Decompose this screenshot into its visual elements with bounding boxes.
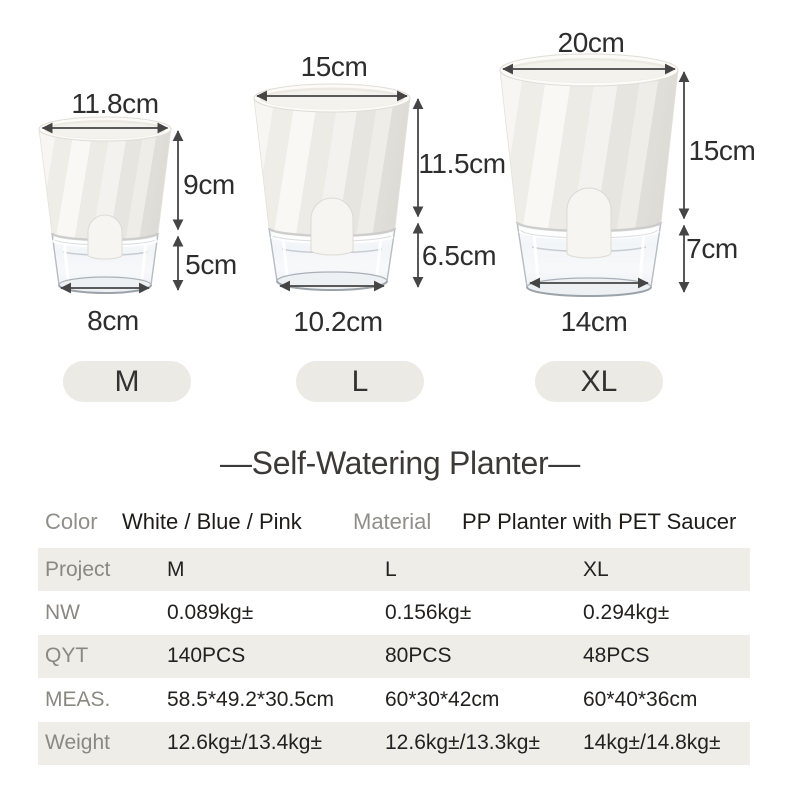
cell-l: 80PCS xyxy=(385,644,452,668)
row-label: QYT xyxy=(45,644,89,668)
table-row-meas xyxy=(38,678,750,721)
row-label: MEAS. xyxy=(45,687,111,711)
dim-label-m-top-diameter: 11.8cm xyxy=(71,88,159,119)
cell-m: 12.6kg±/13.4kg± xyxy=(167,731,322,755)
dim-label-l-base-diameter: 10.2cm xyxy=(293,306,383,337)
cell-m: 58.5*49.2*30.5cm xyxy=(167,687,334,711)
dim-label-xl-base-diameter: 14cm xyxy=(560,306,628,337)
row-label: Weight xyxy=(45,731,110,755)
dim-label-l-upper-height: 11.5cm xyxy=(418,148,506,179)
rim-interior-l xyxy=(263,90,401,109)
table-row-weight xyxy=(38,722,750,765)
page-title: —Self-Watering Planter— xyxy=(219,445,581,481)
cell-l: 60*30*42cm xyxy=(385,687,500,711)
cell-xl: XL xyxy=(583,557,609,581)
dim-label-xl-lower-height: 7cm xyxy=(686,233,738,264)
dim-label-l-top-diameter: 15cm xyxy=(300,51,368,82)
dim-label-xl-upper-height: 15cm xyxy=(688,135,756,166)
size-pill-l xyxy=(296,361,424,402)
color-value: White / Blue / Pink xyxy=(122,509,302,534)
spec-table xyxy=(38,548,750,765)
cell-m: 140PCS xyxy=(167,644,246,668)
row-label: NW xyxy=(45,601,80,625)
cell-xl: 60*40*36cm xyxy=(583,687,698,711)
arch-window-l xyxy=(311,198,353,255)
dim-label-m-lower-height: 5cm xyxy=(185,249,237,280)
cell-xl: 14kg±/14.8kg± xyxy=(583,731,721,755)
planter-m-graphic xyxy=(39,117,171,293)
rim-interior-m xyxy=(47,123,163,139)
dim-label-m-upper-height: 9cm xyxy=(183,169,235,200)
arch-window-m xyxy=(88,215,122,259)
table-row-qyt xyxy=(38,635,750,678)
planter-xl-graphic xyxy=(500,54,678,296)
row-label: Project xyxy=(45,557,111,581)
cell-m: M xyxy=(167,557,185,581)
size-pill-xl-label: XL xyxy=(580,364,618,398)
dim-label-m-base-diameter: 8cm xyxy=(87,305,139,336)
table-row-nw xyxy=(38,591,750,634)
size-pill-m xyxy=(63,361,191,402)
cell-l: 12.6kg±/13.3kg± xyxy=(385,731,540,755)
table-row-project xyxy=(38,548,750,591)
cell-m: 0.089kg± xyxy=(167,601,254,625)
rim-interior-xl xyxy=(510,61,668,83)
color-label: Color xyxy=(45,509,98,534)
size-pill-xl xyxy=(535,361,663,402)
dim-label-l-lower-height: 6.5cm xyxy=(421,240,497,271)
cell-xl: 0.294kg± xyxy=(583,601,670,625)
size-pill-m-label: M xyxy=(114,364,140,398)
arch-window-xl xyxy=(567,188,611,258)
cell-xl: 48PCS xyxy=(583,644,650,668)
cell-l: 0.156kg± xyxy=(385,601,472,625)
size-pill-l-label: L xyxy=(351,364,369,398)
cell-l: L xyxy=(385,557,397,581)
dim-label-xl-top-diameter: 20cm xyxy=(557,27,625,58)
material-label: Material xyxy=(353,509,432,534)
planter-l-graphic xyxy=(254,84,410,290)
material-value: PP Planter with PET Saucer xyxy=(462,509,737,534)
